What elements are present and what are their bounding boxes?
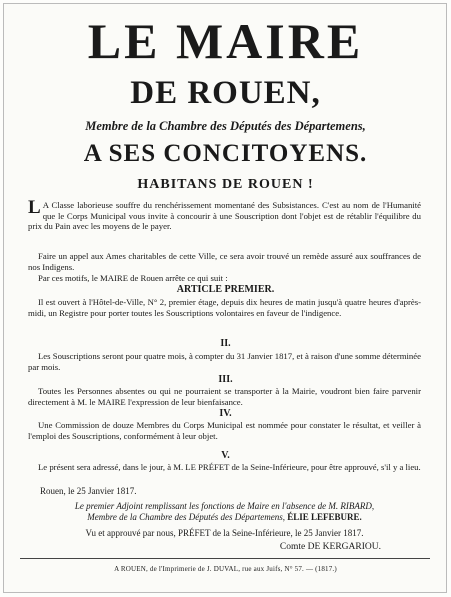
salutation: HABITANS DE ROUEN !	[137, 177, 314, 192]
prefect-signature: Comte DE KERGARIOU.	[279, 542, 381, 552]
article-1-text	[28, 297, 421, 318]
intro-paragraph-3	[28, 273, 421, 284]
article-4-body: Une Commission de douze Membres du Corps Municipal est nommée pour constater le résultat, et veiller à l'emploi des Souscriptions, conformément à leur objet.	[28, 420, 421, 441]
intro-paragraph-2	[28, 251, 421, 272]
article-4-heading: IV.	[219, 408, 232, 419]
article-2-heading: II.	[220, 338, 231, 349]
intro-paragraph-1	[28, 197, 421, 232]
article-3-text	[28, 386, 421, 407]
intro-text-2: Faire un appel aux Ames charitables de cette Ville, ce sera avoir trouvé un remède assuré aux souffrances de nos Indigens.	[28, 251, 421, 272]
signature-block	[28, 501, 421, 523]
subtitle-membre: Membre de la Chambre des Députés des Départemens,	[85, 119, 366, 133]
article-1-heading: ARTICLE PREMIER.	[176, 284, 275, 295]
prefect-approval: Vu et approuvé par nous, PRÉFET de la Seine-Inférieure, le 25 Janvier 1817.	[85, 528, 364, 538]
article-2-body: Les Souscriptions seront pour quatre mois, à compter du 31 Janvier 1817, et à raison d'une somme déterminée par mois.	[28, 351, 421, 372]
title-de-rouen: DE ROUEN,	[130, 75, 321, 111]
title-le-maire: LE MAIRE	[87, 13, 364, 69]
article-5-text	[28, 462, 421, 473]
signature-line-2: Membre de la Chambre des Députés des Départemens,	[87, 512, 285, 522]
article-4-text	[28, 420, 421, 441]
article-1-body: Il est ouvert à l'Hôtel-de-Ville, N° 2, premier étage, depuis dix heures de matin jusqu'à quatre heures d'après-midi, un Registre pour porter toutes les Souscriptions volontaires en faveur de l'indigence.	[28, 297, 421, 318]
title-concitoyens: A SES CONCITOYENS.	[83, 140, 368, 167]
signature-line-1: Le premier Adjoint remplissant les fonctions de Maire en l'absence de M. RIBARD,	[74, 501, 375, 511]
footer-divider	[20, 558, 430, 559]
intro-text-1: A Classe laborieuse souffre du renchérissement momentané des Subsistances. C'est au nom de l'Humanité que le Corps Municipal vous invite à concourir à une Souscription dont l'objet est de rétablir l'équilibre du prix du Pain avec les moyens de le payer.	[28, 200, 421, 231]
printer-imprint: A ROUEN, de l'Imprimerie de J. DUVAL, rue aux Juifs, N° 57. — (1817.)	[114, 565, 337, 573]
signature-name: ÉLIE LEFEBURE.	[287, 512, 362, 522]
intro-text-3: Par ces motifs, le MAIRE de Rouen arrête ce qui suit :	[38, 273, 228, 283]
dateline: Rouen, le 25 Janvier 1817.	[40, 486, 137, 496]
article-5-body: Le présent sera adressé, dans le jour, à M. LE PRÉFET de la Seine-Inférieure, pour être approuvé, s'il y a lieu.	[38, 462, 421, 472]
article-5-heading: V.	[221, 450, 230, 461]
article-2-text	[28, 351, 421, 372]
article-3-body: Toutes les Personnes absentes ou qui ne pourraient se transporter à la Mairie, voudront bien faire parvenir directement à M. le MAIRE l'expression de leur bienfaisance.	[28, 386, 421, 407]
drop-cap: L	[28, 197, 41, 218]
article-3-heading: III.	[218, 374, 233, 385]
